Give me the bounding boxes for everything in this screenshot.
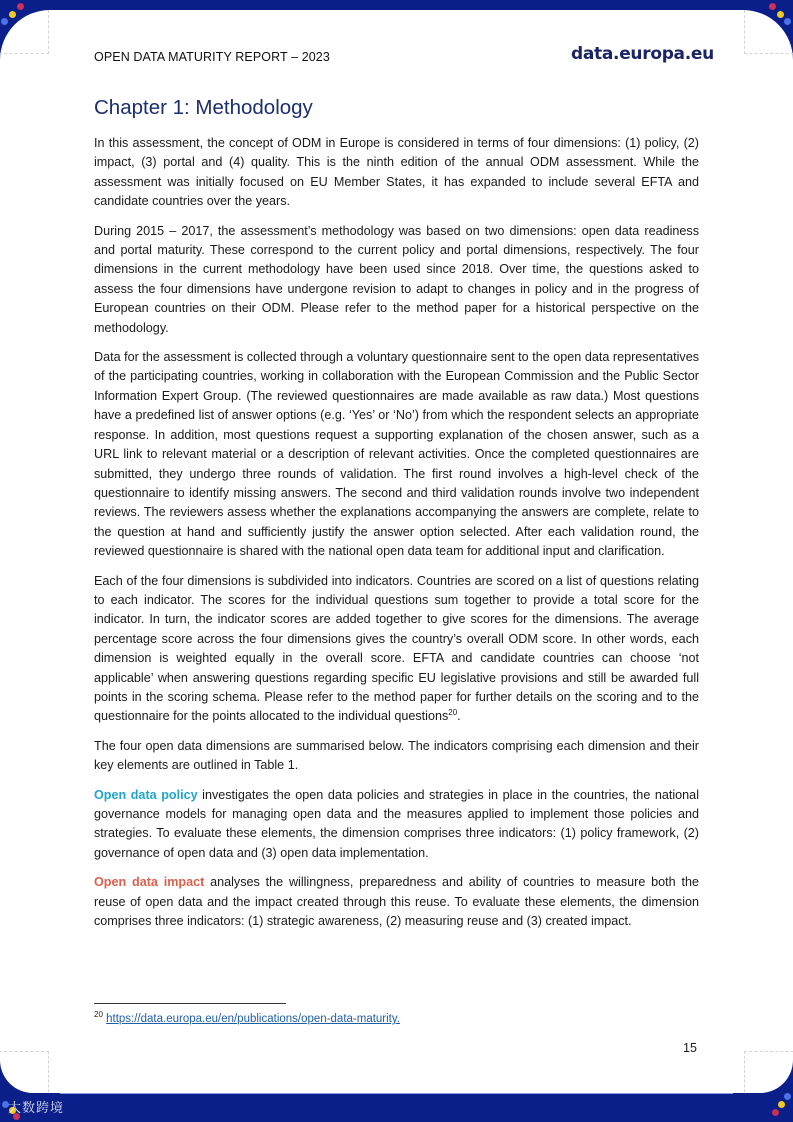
crop-mark-top-right: [744, 10, 793, 54]
paragraph-open-data-impact: [94, 873, 699, 931]
decor-dot-yellow: [778, 1101, 785, 1108]
decor-dot-blue: [784, 18, 791, 25]
paragraph-scoring: [94, 572, 699, 727]
paragraph-dimensions-summary: The four open data dimensions are summarised below. The indicators comprising each dimension and their key elements are outlined in Table 1.: [94, 738, 699, 773]
page-frame-bottom: [0, 1094, 793, 1122]
paragraph-data-collection: Data for the assessment is collected through a voluntary questionnaire sent to the open data representatives of the participating countries, working in collaboration with the European Commission and the Public Sector Information Expert Group. (The reviewed questionnaires are made available as raw data.) Most questions have a predefined list of answer options (e.g. ‘Yes’ or ‘No’) from which the respondent selects an appropriate response. In addition, most questions request a supporting explanation of the chosen answer, such as a URL link to relevant material or a description of relevant activities. Once the completed questionnaires are submitted, they undergo three rounds of validation. The first round involves a high-level check of the questionnaire to identify missing answers. The second and third validation rounds involve two independent reviews. The reviewers assess whether the explanations accompanying the answers are complete, relate to the question at hand and sufficiently justify the answer option selected. After each validation round, the reviewed questionnaire is shared with the national open data team for additional input and clarification.: [94, 350, 699, 559]
decor-dot-red: [772, 1109, 779, 1116]
decor-dot-yellow: [9, 11, 16, 18]
footnote: [94, 1010, 400, 1025]
paragraph-open-data-policy: [94, 786, 699, 864]
decor-dot-blue: [784, 1093, 791, 1100]
paragraph-open-data-impact-text: analyses the willingness, preparedness and ability of countries to measure both the reuse of open data and the impact created through this reuse. To evaluate these elements, the dimension comprises three indicators: (1) strategic awareness, (2) measuring reuse and (3) created impact.: [94, 875, 699, 929]
footnote-link[interactable]: https://data.europa.eu/en/publications/open-data-maturity.: [106, 1013, 400, 1025]
footnote-number: 20: [94, 1010, 103, 1020]
footnote-separator: [94, 1003, 286, 1004]
watermark: 大数跨境: [8, 1100, 65, 1115]
crop-mark-bottom-left: [0, 1051, 49, 1092]
keyword-open-data-policy: Open data policy: [94, 787, 198, 802]
chapter-title: Chapter 1: Methodology: [94, 96, 313, 119]
paragraph-history: During 2015 – 2017, the assessment’s methodology was based on two dimensions: open data readiness and portal maturity. These correspond to the current policy and portal dimensions, respectively. The four dimensions in the current methodology have been used since 2018. Over time, the questions asked to assess the four dimensions have undergone revision to adapt to changes in policy and in the progress of European countries on their ODM. Please refer to the method paper for a historical perspective on the methodology.: [94, 223, 699, 335]
page-frame-top: [0, 0, 793, 10]
decor-dot-red: [17, 3, 24, 10]
decor-dot-blue: [1, 18, 8, 25]
paragraph-intro: In this assessment, the concept of ODM in Europe is considered in terms of four dimensions: (1) policy, (2) impact, (3) portal and (4) quality. This is the ninth edition of the annual ODM assessment. While the assessment was initially focused on EU Member States, it has expanded to include several EFTA and candidate countries over the years.: [94, 136, 699, 209]
crop-mark-top-left: [0, 10, 49, 54]
page-number: 15: [683, 1041, 697, 1055]
decor-dot-yellow: [777, 11, 784, 18]
paragraph-scoring-end: .: [457, 709, 461, 724]
footnote-reference[interactable]: 20: [448, 708, 458, 718]
body-content: [94, 134, 699, 941]
keyword-open-data-impact: Open data impact: [94, 875, 205, 890]
crop-mark-bottom-right: [744, 1051, 793, 1092]
paragraph-open-data-policy-text: investigates the open data policies and strategies in place in the countries, the national governance models for managing open data and the measures applied to implement those policies and strategies. To evaluate these elements, the dimension comprises three indicators: (1) policy framework, (2) governance of open data and (3) open data implementation.: [94, 787, 699, 860]
paragraph-scoring-text: Each of the four dimensions is subdivided into indicators. Countries are scored on a list of questions relating to each indicator. The scores for the individual questions sum together to provide a total score for the indicator. In turn, the indicator scores are added together to give scores for the dimensions. The average percentage score across the four dimensions gives the country’s overall ODM score. In other words, each dimension is weighted equally in the overall score. EFTA and candidate countries can choose ‘not applicable’ when answering questions regarding specific EU legislative provisions and still be awarded full points in the scoring schema. Please refer to the method paper for further details on the scoring and to the questionnaire for the points allocated to the individual questions: [94, 573, 699, 724]
report-header-title: OPEN DATA MATURITY REPORT – 2023: [94, 50, 330, 64]
data-europa-logo: data.europa.eu: [571, 44, 714, 64]
decor-dot-red: [769, 3, 776, 10]
